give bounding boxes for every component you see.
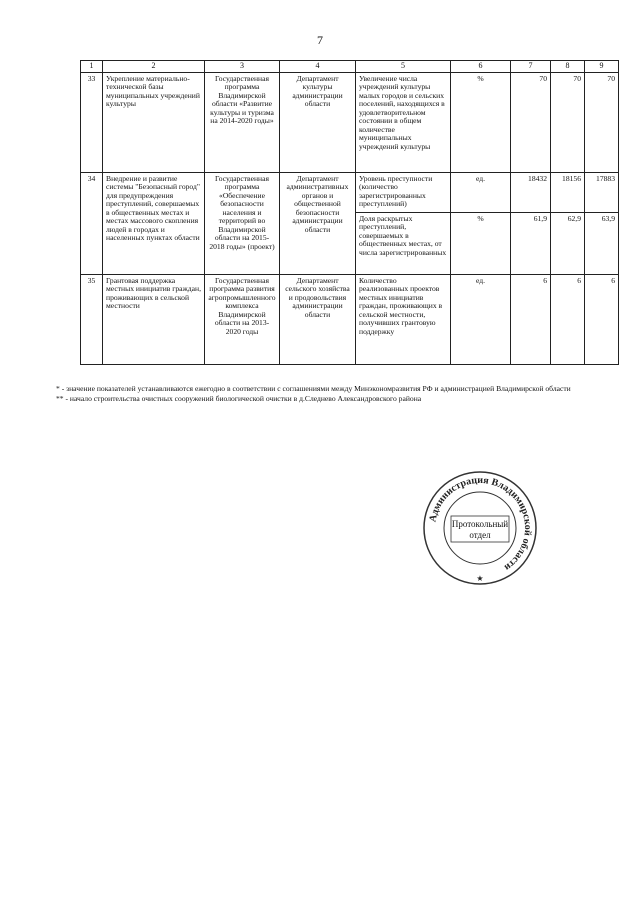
indicator-text: Уровень преступности (количество зарегистрированных преступлений) bbox=[356, 172, 451, 212]
indicator-unit: % bbox=[451, 212, 511, 274]
indicator-value-7: 18432 bbox=[511, 172, 551, 212]
table-row bbox=[81, 172, 619, 212]
program-name: Государственная программа Владимирской области «Развитие культуры и туризма на 2014-2020 годы» bbox=[205, 72, 280, 172]
indicator-value-8: 62,9 bbox=[551, 212, 585, 274]
indicator-value-8: 6 bbox=[551, 274, 585, 364]
header-cell: 9 bbox=[585, 61, 619, 73]
header-cell: 2 bbox=[103, 61, 205, 73]
indicator-value-9: 6 bbox=[585, 274, 619, 364]
row-number: 34 bbox=[81, 172, 103, 274]
table-row bbox=[81, 274, 619, 364]
stamp-center-line2: отдел bbox=[469, 530, 491, 540]
program-name: Государственная программа развития агропромышленного комплекса Владимирской области на 2013-2020 годы bbox=[205, 274, 280, 364]
indicator-value-8: 70 bbox=[551, 72, 585, 172]
stamp-ring-text: Администрация Владимирской области bbox=[427, 474, 534, 573]
indicator-unit: ед. bbox=[451, 172, 511, 212]
official-stamp bbox=[420, 468, 540, 588]
department-name: Департамент культуры администрации области bbox=[280, 72, 356, 172]
indicator-unit: ед. bbox=[451, 274, 511, 364]
header-cell: 8 bbox=[551, 61, 585, 73]
header-cell: 7 bbox=[511, 61, 551, 73]
indicator-value-7: 70 bbox=[511, 72, 551, 172]
header-cell: 3 bbox=[205, 61, 280, 73]
row-number: 35 bbox=[81, 274, 103, 364]
indicator-text: Увеличение числа учреждений культуры малых городов и сельских поселений, находящихся в удовлетворительном состоянии в общем количестве муниципальных учреждений культуры bbox=[356, 72, 451, 172]
indicator-value-7: 61,9 bbox=[511, 212, 551, 274]
indicator-value-9: 63,9 bbox=[585, 212, 619, 274]
row-number: 33 bbox=[81, 72, 103, 172]
indicator-value-8: 18156 bbox=[551, 172, 585, 212]
indicator-text: Доля раскрытых преступлений, совершаемых в общественных местах, от числа зарегистрированных bbox=[356, 212, 451, 274]
department-name: Департамент сельского хозяйства и продовольствия администрации области bbox=[280, 274, 356, 364]
indicator-text: Количество реализованных проектов местных инициатив граждан, проживающих в сельской местности, получивших грантовую поддержку bbox=[356, 274, 451, 364]
indicator-unit: % bbox=[451, 72, 511, 172]
measure-name: Грантовая поддержка местных инициатив граждан, проживающих в сельской местности bbox=[103, 274, 205, 364]
header-cell: 1 bbox=[81, 61, 103, 73]
measure-name: Внедрение и развитие системы "Безопасный город" для предупреждения преступлений, совершаемых в общественных местах и местах массового скопления людей в городах и населенных пунктах области bbox=[103, 172, 205, 274]
header-cell: 6 bbox=[451, 61, 511, 73]
stamp-center-line1: Протокольный bbox=[451, 519, 509, 529]
indicators-table bbox=[80, 60, 619, 365]
footnotes bbox=[56, 384, 616, 405]
indicator-value-9: 17883 bbox=[585, 172, 619, 212]
table-row bbox=[81, 72, 619, 172]
department-name: Департамент административных органов и общественной безопасности администрации области bbox=[280, 172, 356, 274]
indicator-value-9: 70 bbox=[585, 72, 619, 172]
program-name: Государственная программа «Обеспечение безопасности населения и территорий во Владимирской области на 2015-2018 годы» (проект) bbox=[205, 172, 280, 274]
star-icon: ★ bbox=[476, 574, 484, 583]
footnote: * - значение показателей устанавливаются ежегодно в соответствии с соглашениями между Минэкономразвития РФ и администрацией Владимирской области bbox=[56, 384, 571, 393]
measure-name: Укрепление материально-технической базы муниципальных учреждений культуры bbox=[103, 72, 205, 172]
footnote: ** - начало строительства очистных сооружений биологической очистки в д.Следнево Александровского района bbox=[56, 394, 422, 404]
page-number: 7 bbox=[317, 33, 323, 47]
header-cell: 4 bbox=[280, 61, 356, 73]
table-header-row bbox=[81, 61, 619, 73]
indicator-value-7: 6 bbox=[511, 274, 551, 364]
header-cell: 5 bbox=[356, 61, 451, 73]
